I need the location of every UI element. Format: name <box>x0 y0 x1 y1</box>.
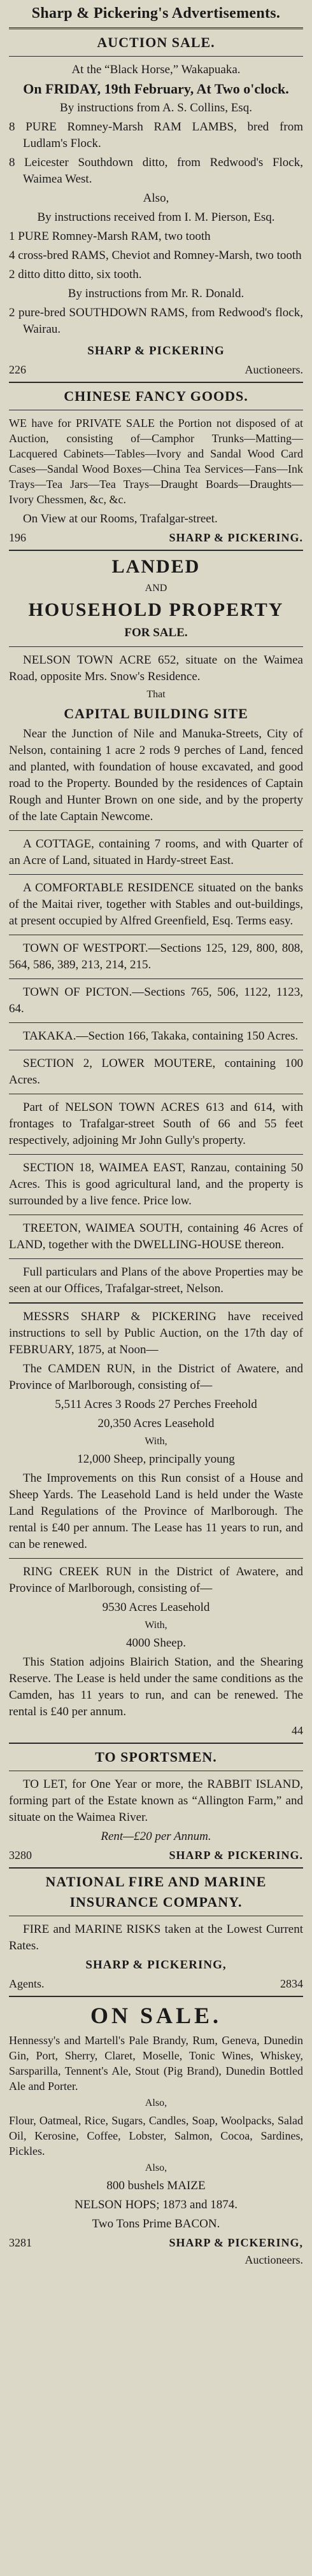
land-item: TAKAKA.—Section 166, Takaka, containing 150 Acres. <box>23 1029 299 1043</box>
camden-run: The CAMDEN RUN, in the District of Awatere, and Province of Marlborough, consisting of— <box>9 1362 303 1392</box>
ring-creek-sheep: 4000 Sheep. <box>126 1636 186 1650</box>
insurance-firm: SHARP & PICKERING, <box>85 1958 227 1972</box>
land-heading-4: FOR SALE. <box>124 626 188 639</box>
camden-sheep: 12,000 Sheep, principally young <box>77 1452 235 1466</box>
ring-creek-run: RING CREEK RUN in the District of Awatere, and Province of Marlborough, consisting of— <box>9 1565 303 1595</box>
insurance-heading-2: INSURANCE COMPANY. <box>69 1894 243 1910</box>
auction-date: On FRIDAY, 19th February, At Two o'clock. <box>23 81 289 97</box>
land-that: That <box>146 689 166 700</box>
land-item: NELSON TOWN ACRE 652, situate on the Waimea Road, opposite Mrs. Snow's Residence. <box>9 653 303 683</box>
divider <box>9 382 303 383</box>
land-item: Near the Junction of Nile and Manuka-Streets, City of Nelson, containing 1 acre 2 rods 9 perches of Land, fenced and planted, with foundation of house excavated, and good road to the Property. Bounded by the residences of Captain Rough and Hunter Brown on one side, and by the property of the late Captain Newcome. <box>9 727 303 823</box>
divider <box>9 646 303 647</box>
land-capital-heading: CAPITAL BUILDING SITE <box>64 706 248 721</box>
on-sale-firm: SHARP & PICKERING, <box>169 2236 303 2249</box>
divider <box>9 978 303 979</box>
chinese-body: WE have for PRIVATE SALE the Portion not disposed of at Auction, consisting of—Camphor Trunks—Matting—Lacquered Cabinets—Tables—Ivory and Sandal Wood Card Cases—Sandal Wood Boxes—China Tea Services—Fans—Ink Trays—Tea Jars—Tea Trays—Draught Boards—Draughts—Ivory Chessmen, &c, &c. <box>9 417 303 506</box>
chinese-firm: SHARP & PICKERING. <box>169 531 303 544</box>
chinese-goods-advert <box>9 388 303 545</box>
divider <box>9 1302 303 1304</box>
divider <box>9 874 303 875</box>
ring-creek-with: With, <box>145 1620 167 1631</box>
on-sale-maize: 800 bushels MAIZE <box>106 2179 206 2192</box>
insurance-body: FIRE and MARINE RISKS taken at the Lowest Current Rates. <box>9 1923 303 1953</box>
auction-instruction-3: By instructions from Mr. R. Donald. <box>67 287 245 300</box>
divider <box>9 1154 303 1155</box>
land-item: TOWN OF WESTPORT.—Sections 125, 129, 800, 808, 564, 586, 389, 213, 214, 215. <box>9 942 303 971</box>
land-item: TOWN OF PICTON.—Sections 765, 506, 1122, 1123, 64. <box>9 985 303 1015</box>
divider <box>9 27 303 29</box>
on-sale-body-2: Flour, Oatmeal, Rice, Sugars, Candles, Soap, Woolpacks, Salad Oil, Kerosine, Coffee, Lobster, Salmon, Cocoa, Sardines, Pickles. <box>9 2114 303 2157</box>
divider <box>9 1022 303 1023</box>
auction-lot: 8 PURE Romney-Marsh RAM LAMBS, bred from Ludlam's Flock. <box>9 120 303 150</box>
divider <box>9 1258 303 1259</box>
on-sale-heading: ON SALE. <box>90 2003 222 2028</box>
land-heading-3: HOUSEHOLD PROPERTY <box>28 599 284 620</box>
advert-number: 226 <box>9 363 26 376</box>
auction-also: Also, <box>143 191 169 205</box>
advert-number: 196 <box>9 531 26 544</box>
auction-lot: 2 pure-bred SOUTHDOWN RAMS, from Redwood's flock, Wairau. <box>9 306 303 336</box>
divider <box>9 1996 303 1997</box>
on-sale-also: Also, <box>145 2098 167 2108</box>
sportsmen-advert <box>9 1749 303 1862</box>
camden-improvements: The Improvements on this Run consist of a House and Sheep Yards. The Leasehold Land is held under the Waste Land Regulations of the Province of Marlborough. The rental is £40 per annum. The Lease has 11 years to run, and can be renewed. <box>9 1472 303 1551</box>
auction-lot: 4 cross-bred RAMS, Cheviot and Romney-Marsh, two tooth <box>9 249 302 262</box>
sportsmen-rent: Rent—£20 per Annum. <box>101 1830 211 1843</box>
auction-instruction-2: By instructions received from I. M. Pierson, Esq. <box>37 211 275 224</box>
on-sale-role: Auctioneers. <box>245 2253 303 2266</box>
land-item: Part of NELSON TOWN ACRES 613 and 614, with frontages to Trafalgar-street South of 66 and 55 feet respectively, adjoining Mr John Gully's property. <box>9 1101 303 1147</box>
insurance-heading-1: NATIONAL FIRE AND MARINE <box>45 1874 267 1890</box>
insurance-advert <box>9 1874 303 1991</box>
chinese-heading: CHINESE FANCY GOODS. <box>64 388 248 404</box>
camden-with: With, <box>145 1436 167 1447</box>
sportsmen-firm: SHARP & PICKERING. <box>169 1849 303 1862</box>
on-sale-body: Hennessy's and Martell's Pale Brandy, Rum, Geneva, Dunedin Gin, Port, Sherry, Claret, Moselle, Tonic Wines, Whiskey, Sarsparilla, Tennent's Ale, Stout (Pig Brand), Dunedin Bottled Ale and Porter. <box>9 2034 303 2092</box>
land-heading-2: AND <box>145 583 167 594</box>
divider <box>9 1558 303 1559</box>
ring-creek-acres: 9530 Acres Leasehold <box>102 1601 210 1614</box>
chinese-view: On View at our Rooms, Trafalgar-street. <box>23 512 218 526</box>
on-sale-hops: NELSON HOPS; 1873 and 1874. <box>74 2198 238 2211</box>
land-item: SECTION 18, WAIMEA EAST, Ranzau, containing 50 Acres. This is good agricultural land, and the property is surrounded by a live fence. Price low. <box>9 1161 303 1208</box>
auction-firm: SHARP & PICKERING <box>87 344 225 358</box>
land-particulars: Full particulars and Plans of the above Properties may be seen at our Offices, Trafalgar-street, Nelson. <box>9 1265 303 1295</box>
sportsmen-body: TO LET, for One Year or more, the RABBIT ISLAND, forming part of the Estate known as “Allington Farm,” and situate on the Waimea River. <box>9 1778 303 1824</box>
auction-instruction-1: By instructions from A. S. Collins, Esq. <box>60 101 252 115</box>
advert-number: 3280 <box>9 1849 32 1862</box>
divider <box>9 1743 303 1744</box>
land-item: TREETON, WAIMEA SOUTH, containing 46 Acres of LAND, together with the DWELLING-HOUSE thereon. <box>9 1222 303 1251</box>
camden-run-advert <box>9 1309 303 1737</box>
divider <box>9 56 303 57</box>
sportsmen-heading: TO SPORTSMEN. <box>95 1749 217 1765</box>
land-heading-1: LANDED <box>111 556 201 577</box>
auction-venue: At the “Black Horse,” Wakapuaka. <box>71 63 241 76</box>
auction-sale-advert <box>9 34 303 377</box>
divider <box>9 1867 303 1869</box>
land-item: A COTTAGE, containing 7 rooms, and with Quarter of an Acre of Land, situated in Hardy-street East. <box>9 837 303 867</box>
masthead: Sharp & Pickering's Advertisements. <box>31 5 281 22</box>
advert-number: 3281 <box>9 2236 32 2249</box>
landed-property-advert <box>9 556 303 1297</box>
divider <box>9 830 303 831</box>
camden-leasehold: 20,350 Acres Leasehold <box>97 1417 215 1430</box>
camden-intro: MESSRS SHARP & PICKERING have received instructions to sell by Public Auction, on the 17th day of FEBRUARY, 1875, at Noon— <box>9 1310 303 1356</box>
auction-heading: AUCTION SALE. <box>97 34 215 50</box>
advert-number: 44 <box>292 1724 303 1737</box>
auction-lot: 8 Leicester Southdown ditto, from Redwood's Flock, Waimea West. <box>9 156 303 186</box>
land-item: SECTION 2, LOWER MOUTERE, containing 100 Acres. <box>9 1057 303 1087</box>
on-sale-bacon: Two Tons Prime BACON. <box>92 2217 220 2231</box>
auction-lot: 2 ditto ditto ditto, six tooth. <box>9 268 142 281</box>
ring-creek-station: This Station adjoins Blairich Station, and the Shearing Reserve. The Lease is held under the same conditions as the Camden, has 11 years to run, and can be renewed. The rental is £40 per annum. <box>9 1655 303 1718</box>
divider <box>9 550 303 551</box>
on-sale-advert <box>9 2002 303 2267</box>
auction-lot: 1 PURE Romney-Marsh RAM, two tooth <box>9 230 211 243</box>
land-item: A COMFORTABLE RESIDENCE situated on the banks of the Maitai river, together with Stables and out-buildings, at present occupied by Alfred Greenfield, Esq. Terms easy. <box>9 881 303 928</box>
on-sale-also-2: Also, <box>145 2162 167 2173</box>
auction-role: Auctioneers. <box>245 363 303 376</box>
advert-number: 2834 <box>280 1977 303 1990</box>
camden-acres: 5,511 Acres 3 Roods 27 Perches Freehold <box>55 1398 257 1411</box>
insurance-role: Agents. <box>9 1977 45 1990</box>
